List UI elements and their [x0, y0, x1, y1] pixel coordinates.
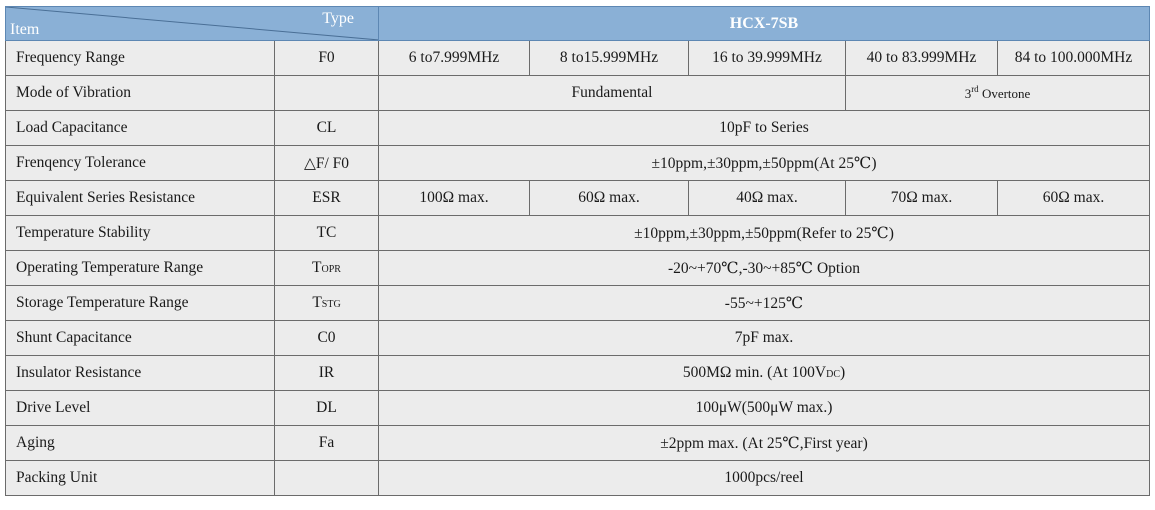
type-label: C0 [275, 321, 379, 356]
spec-value: -20~+70℃,-30~+85℃ Option [379, 251, 1150, 286]
header-item-label: Item [10, 21, 40, 38]
overtone-text: Overtone [978, 86, 1031, 101]
item-label: Operating Temperature Range [6, 251, 275, 286]
item-label: Storage Temperature Range [6, 286, 275, 321]
esr-value: 60Ω max. [998, 181, 1150, 216]
item-label: Mode of Vibration [6, 76, 275, 111]
type-label: DL [275, 391, 379, 426]
type-subscript: OPR [321, 264, 341, 275]
type-main: T [312, 259, 322, 276]
item-label: Insulator Resistance [6, 356, 275, 391]
frequency-band: 40 to 83.999MHz [846, 41, 998, 76]
spec-value: 100μW(500μW max.) [379, 391, 1150, 426]
table-row [6, 356, 1150, 391]
type-label: F0 [275, 41, 379, 76]
type-label: △F/ F0 [275, 146, 379, 181]
table-row [6, 321, 1150, 356]
header-type-label: Type [322, 10, 354, 27]
table-row [6, 181, 1150, 216]
item-label: Load Capacitance [6, 111, 275, 146]
item-label: Frenqency Tolerance [6, 146, 275, 181]
spec-value [379, 356, 1150, 391]
type-subscript: STG [321, 299, 341, 310]
item-label: Aging [6, 426, 275, 461]
frequency-band: 8 to15.999MHz [530, 41, 689, 76]
table-row [6, 426, 1150, 461]
frequency-band: 84 to 100.000MHz [998, 41, 1150, 76]
table-row [6, 286, 1150, 321]
esr-value: 70Ω max. [846, 181, 998, 216]
type-label: ESR [275, 181, 379, 216]
spec-value: -55~+125℃ [379, 286, 1150, 321]
table-row [6, 111, 1150, 146]
header-corner-cell [6, 7, 379, 41]
type-label: IR [275, 356, 379, 391]
item-label: Drive Level [6, 391, 275, 426]
table-row [6, 461, 1150, 496]
header-row [6, 7, 1150, 41]
type-label [275, 286, 379, 321]
value-close: ) [840, 364, 846, 381]
value-subscript: DC [826, 369, 840, 380]
overtone-superscript: rd [971, 84, 979, 94]
table-row [6, 41, 1150, 76]
type-main: T [312, 294, 322, 311]
frequency-band: 6 to7.999MHz [379, 41, 530, 76]
type-label [275, 461, 379, 496]
value-main: 500MΩ min. (At 100V [682, 364, 827, 381]
spec-value: ±10ppm,±30ppm,±50ppm(At 25℃) [379, 146, 1150, 181]
table-row [6, 216, 1150, 251]
item-label: Packing Unit [6, 461, 275, 496]
table-row [6, 76, 1150, 111]
item-label: Shunt Capacitance [6, 321, 275, 356]
type-label: TC [275, 216, 379, 251]
esr-value: 40Ω max. [689, 181, 846, 216]
overtone-number: 3 [964, 86, 972, 101]
item-label: Equivalent Series Resistance [6, 181, 275, 216]
type-label [275, 251, 379, 286]
item-label: Frequency Range [6, 41, 275, 76]
table-row [6, 251, 1150, 286]
item-label: Temperature Stability [6, 216, 275, 251]
type-label: Fa [275, 426, 379, 461]
spec-value: ±2ppm max. (At 25℃,First year) [379, 426, 1150, 461]
spec-value: 10pF to Series [379, 111, 1150, 146]
model-name: HCX-7SB [379, 7, 1150, 41]
spec-value: 7pF max. [379, 321, 1150, 356]
frequency-band: 16 to 39.999MHz [689, 41, 846, 76]
type-label: CL [275, 111, 379, 146]
spec-value: 1000pcs/reel [379, 461, 1150, 496]
table-row [6, 146, 1150, 181]
esr-value: 100Ω max. [379, 181, 530, 216]
type-label [275, 76, 379, 111]
mode-fundamental: Fundamental [379, 76, 846, 111]
spec-table [5, 6, 1150, 496]
esr-value: 60Ω max. [530, 181, 689, 216]
mode-overtone [846, 76, 1150, 111]
table-row [6, 391, 1150, 426]
spec-value: ±10ppm,±30ppm,±50ppm(Refer to 25℃) [379, 216, 1150, 251]
